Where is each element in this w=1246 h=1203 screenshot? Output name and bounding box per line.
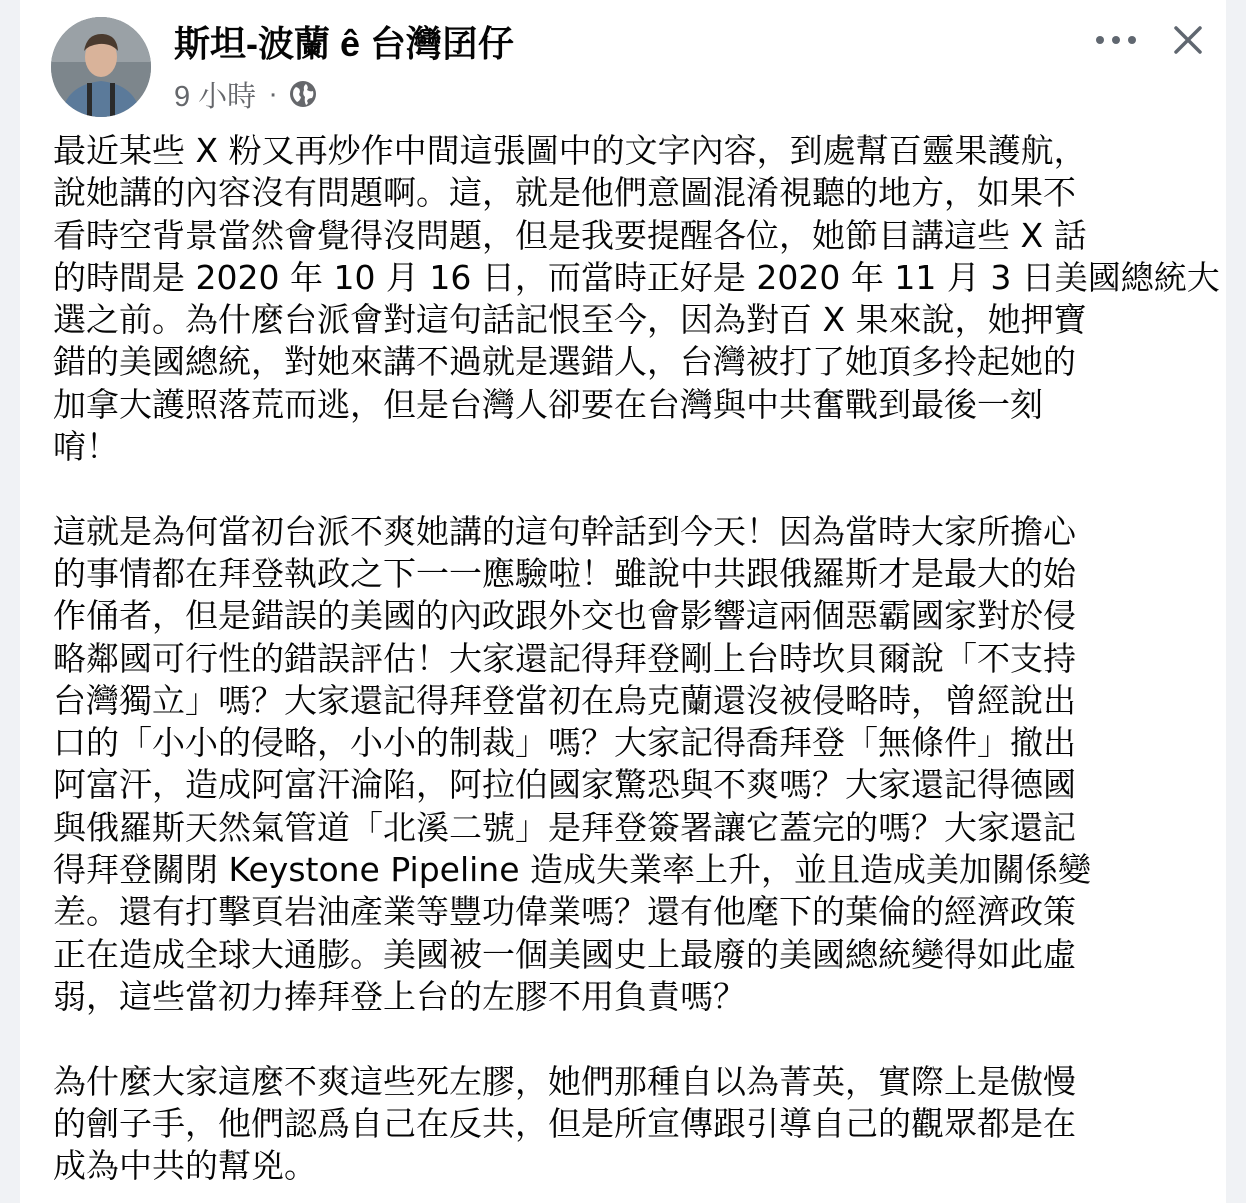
text-line: 成為中共的幫兇。	[53, 1146, 317, 1186]
text-line: 說她講的內容沒有問題啊。這，就是他們意圖混淆視聽的地方，如果不	[53, 173, 1076, 213]
more-options-button[interactable]	[1096, 26, 1136, 54]
more-dot-icon	[1096, 36, 1104, 44]
text-line: 台灣獨立」嗎？大家還記得拜登當初在烏克蘭還沒被侵略時，曾經說出	[53, 680, 1076, 720]
text-line: 弱，這些當初力捧拜登上台的左膠不用負責嗎？	[53, 976, 746, 1016]
globe-icon[interactable]	[288, 79, 318, 109]
close-button[interactable]	[1168, 20, 1208, 60]
avatar-photo-icon	[51, 17, 151, 117]
more-dot-icon	[1128, 36, 1136, 44]
text-line: 加拿大護照落荒而逃，但是台灣人卻要在台灣與中共奮戰到最後一刻	[53, 384, 1043, 424]
text-line: 與俄羅斯天然氣管道「北溪二號」是拜登簽署讓它蓋完的嗎？大家還記	[53, 807, 1076, 847]
post-time[interactable]: 9 小時	[174, 80, 257, 113]
text-line: 為什麼大家這麼不爽這些死左膠，她們那種自以為菁英，實際上是傲慢	[53, 1061, 1076, 1101]
text-line: 錯的美國總統，對她來講不過就是選錯人，台灣被打了她頂多拎起她的	[53, 342, 1076, 382]
post-card	[20, 0, 1226, 1203]
text-line: 略鄰國可行性的錯誤評估！大家還記得拜登剛上台時坎貝爾說「不支持	[53, 638, 1076, 678]
text-line: 口的「小小的侵略，小小的制裁」嗎？大家記得喬拜登「無條件」撤出	[53, 723, 1076, 763]
text-line: 得拜登關閉 Keystone Pipeline 造成失業率上升，並且造成美加關係變	[53, 850, 1091, 890]
text-line: 作俑者，但是錯誤的美國的內政跟外交也會影響這兩個惡霸國家對於侵	[53, 596, 1076, 636]
text-line: 選之前。為什麼台派會對這句話記恨至今，因為對百 X 果來說，她押寶	[53, 300, 1087, 340]
post-paragraph	[53, 1061, 1203, 1188]
post-body	[53, 130, 1220, 1203]
post-meta	[174, 74, 318, 114]
text-line: 正在造成全球大通膨。美國被一個美國史上最廢的美國總統變得如此虛	[53, 934, 1076, 974]
text-line: 唷！	[53, 427, 119, 467]
post-paragraph	[53, 130, 1220, 468]
more-dot-icon	[1112, 36, 1120, 44]
author-name[interactable]: 斯坦-波蘭 ê 台灣囝仔	[174, 23, 515, 64]
author-avatar[interactable]	[51, 17, 151, 117]
text-line: 的劊子手，他們認爲自己在反共，但是所宣傳跟引導自己的觀眾都是在	[53, 1103, 1076, 1143]
text-line: 差。還有打擊頁岩油產業等豐功偉業嗎？還有他麾下的葉倫的經濟政策	[53, 892, 1076, 932]
text-line: 看時空背景當然會覺得沒問題，但是我要提醒各位，她節目講這些 X 話	[53, 215, 1087, 255]
text-line: 的時間是 2020 年 10 月 16 日，而當時正好是 2020 年 11 月 3 日美國總統大	[53, 257, 1220, 297]
text-line: 阿富汗，造成阿富汗淪陷，阿拉伯國家驚恐與不爽嗎？大家還記得德國	[53, 765, 1076, 805]
post-paragraph	[53, 511, 1203, 1019]
text-line: 這就是為何當初台派不爽她講的這句幹話到今天！因為當時大家所擔心	[53, 511, 1076, 551]
text-line: 最近某些 X 粉又再炒作中間這張圖中的文字內容，到處幫百靈果護航，	[53, 131, 1087, 170]
meta-separator: ·	[268, 77, 278, 110]
close-icon	[1168, 20, 1208, 60]
text-line: 的事情都在拜登執政之下一一應驗啦！雖說中共跟俄羅斯才是最大的始	[53, 553, 1076, 593]
